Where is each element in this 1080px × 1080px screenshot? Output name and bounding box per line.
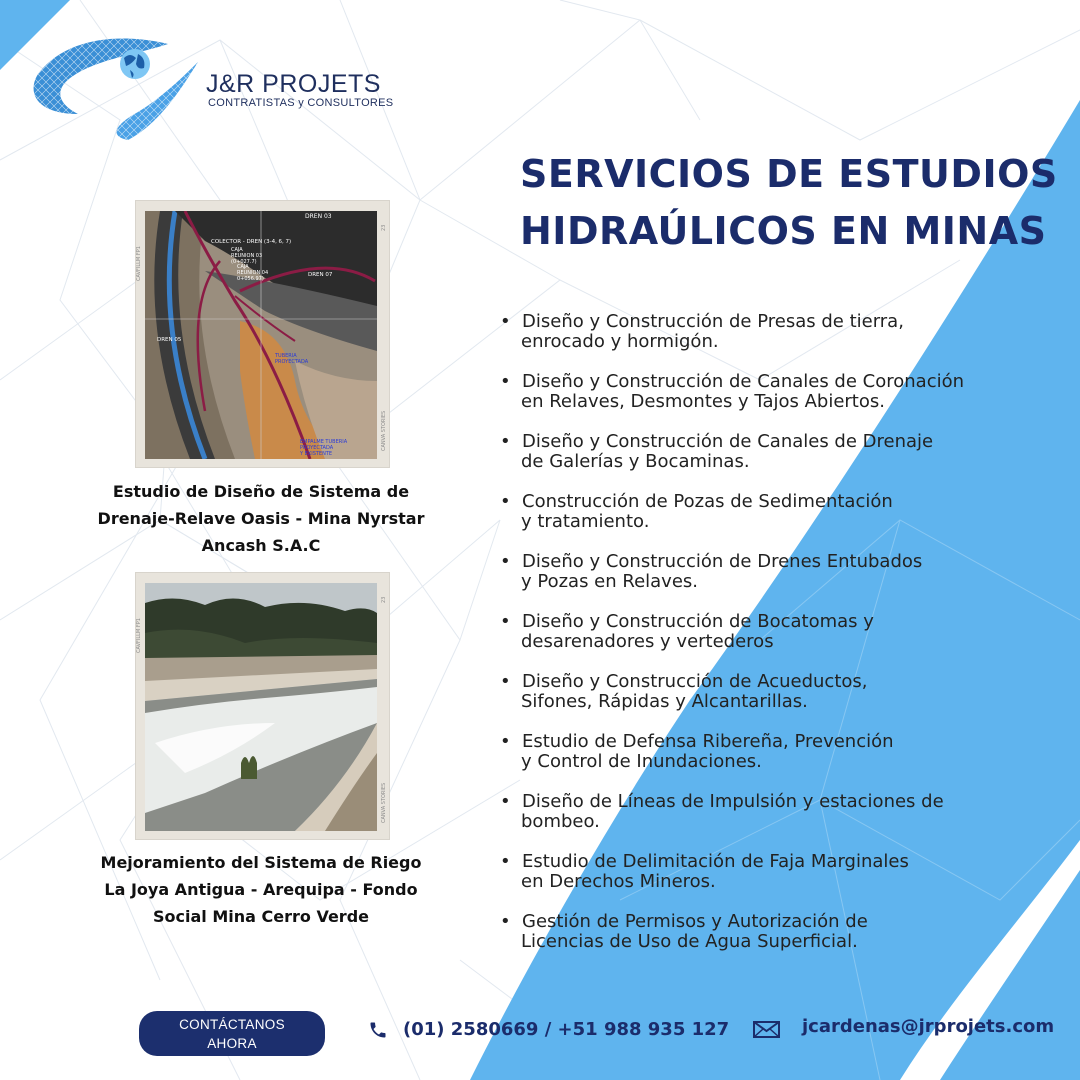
service-line-2: desarenadores y vertederos — [521, 631, 774, 652]
service-item — [500, 372, 1060, 432]
service-item — [500, 552, 1060, 612]
service-line-2: enrocado y hormigón. — [521, 331, 719, 352]
film-mark-left: CAVFILLM FP1 — [136, 246, 142, 281]
service-line-1: Diseño y Construcción de Bocatomas y — [522, 611, 874, 632]
services-list — [500, 312, 1060, 972]
service-item — [500, 912, 1060, 972]
service-item — [500, 432, 1060, 492]
service-line-2: en Derechos Mineros. — [521, 871, 716, 892]
film-mark-left: CAVFILLM FP1 — [136, 618, 142, 653]
map-label-reunion: REUNION 03 — [231, 253, 263, 259]
service-line-1: Diseño y Construcción de Canales de Drenaje — [522, 431, 934, 452]
title-line-2: HIDRAÚLICOS EN MINAS — [520, 209, 1047, 253]
service-line-2: y Pozas en Relaves. — [521, 571, 699, 592]
bullet-icon: • — [500, 551, 511, 572]
bullet-icon: • — [500, 671, 511, 692]
service-line-1: Diseño y Construcción de Drenes Entubados — [522, 551, 923, 572]
caption-line: Drenaje-Relave Oasis - Mina Nyrstar — [97, 509, 425, 528]
service-line-1: Estudio de Delimitación de Faja Marginales — [522, 851, 909, 872]
service-line-2: Sifones, Rápidas y Alcantarillas. — [521, 691, 808, 712]
service-line-2: Licencias de Uso de Agua Superficial. — [521, 931, 858, 952]
film-frame-number: 23 — [381, 224, 387, 231]
mail-icon — [753, 1021, 780, 1038]
bullet-icon: • — [500, 791, 511, 812]
map-label-empalme: PROYECTADA — [300, 445, 334, 451]
map-label-station: 0+056.97) — [237, 276, 264, 282]
map-label-caja: CAJA — [231, 247, 243, 253]
project-caption-drainage — [81, 478, 441, 559]
service-line-1: Estudio de Defensa Ribereña, Prevención — [522, 731, 894, 752]
cta-line-1: CONTÁCTANOS — [179, 1016, 285, 1032]
cta-line-2: AHORA — [207, 1035, 257, 1051]
service-item — [500, 852, 1060, 912]
service-line-1: Diseño y Construcción de Presas de tierra, — [522, 311, 904, 332]
service-line-1: Construcción de Pozas de Sedimentación — [522, 491, 893, 512]
project-caption-irrigation — [81, 849, 441, 930]
caption-line: Mejoramiento del Sistema de Riego — [100, 853, 422, 872]
film-mark-right: CANVA STORIES — [381, 410, 387, 451]
map-label-caja: CAJA — [237, 264, 249, 270]
service-line-2: y tratamiento. — [521, 511, 650, 532]
service-line-2: y Control de Inundaciones. — [521, 751, 762, 772]
film-frame-marks — [136, 573, 389, 839]
service-line-2: de Galerías y Bocaminas. — [521, 451, 750, 472]
map-label-empalme: EMPALME TUBERIA — [300, 439, 348, 445]
globe-swoosh-logo — [18, 14, 218, 144]
map-label-dren03: DREN 03 — [305, 213, 332, 220]
caption-line: Estudio de Diseño de Sistema de — [112, 482, 410, 501]
page-title — [520, 146, 1060, 260]
contact-now-button[interactable] — [139, 1011, 325, 1056]
bullet-icon: • — [500, 731, 511, 752]
service-item — [500, 732, 1060, 792]
email-link[interactable]: jcardenas@jrprojets.com — [802, 1016, 1055, 1037]
bullet-icon: • — [500, 371, 511, 392]
title-line-1: SERVICIOS DE ESTUDIOS — [520, 152, 1058, 196]
project-photo-drainage-map — [135, 200, 390, 468]
service-line-2: bombeo. — [521, 811, 600, 832]
service-item — [500, 672, 1060, 732]
service-line-1: Diseño y Construcción de Acueductos, — [522, 671, 868, 692]
service-line-2: en Relaves, Desmontes y Tajos Abiertos. — [521, 391, 885, 412]
map-label-empalme: Y EXISTENTE — [300, 451, 333, 457]
map-label-dren05: DREN 05 — [157, 337, 182, 343]
phone-icon — [368, 1020, 388, 1040]
service-item — [500, 612, 1060, 672]
map-label-reunion: REUNION 04 — [237, 270, 269, 276]
map-label-tuberia: TUBERIA — [275, 353, 297, 359]
service-line-1: Gestión de Permisos y Autorización de — [522, 911, 868, 932]
phone-number[interactable]: (01) 2580669 / +51 988 935 127 — [403, 1019, 730, 1040]
service-item — [500, 312, 1060, 372]
caption-line: Ancash S.A.C — [201, 536, 321, 555]
bullet-icon: • — [500, 911, 511, 932]
project-photo-irrigation-canal — [135, 572, 390, 840]
bullet-icon: • — [500, 851, 511, 872]
map-label-station: (0+027.7) — [231, 259, 257, 265]
brand-tagline: CONTRATISTAS y CONSULTORES — [208, 97, 394, 109]
bullet-icon: • — [500, 431, 511, 452]
bullet-icon: • — [500, 611, 511, 632]
map-label-dren07: DREN 07 — [308, 272, 333, 278]
service-item — [500, 792, 1060, 852]
service-line-1: Diseño de Líneas de Impulsión y estaciones de — [522, 791, 944, 812]
map-label-proyectada: PROYECTADA — [275, 359, 309, 365]
service-item — [500, 492, 1060, 552]
film-mark-right: CANVA STORIES — [381, 782, 387, 823]
caption-line: La Joya Antigua - Arequipa - Fondo — [104, 880, 418, 899]
film-frame-marks — [136, 201, 389, 467]
brand-name: J&R PROJETS — [206, 70, 381, 98]
caption-line: Social Mina Cerro Verde — [153, 907, 369, 926]
bullet-icon: • — [500, 311, 511, 332]
film-frame-number: 23 — [381, 596, 387, 603]
map-label-colector: COLECTOR - DREN (3-4, 6, 7) — [211, 239, 292, 245]
bullet-icon: • — [500, 491, 511, 512]
service-line-1: Diseño y Construcción de Canales de Coronación — [522, 371, 965, 392]
